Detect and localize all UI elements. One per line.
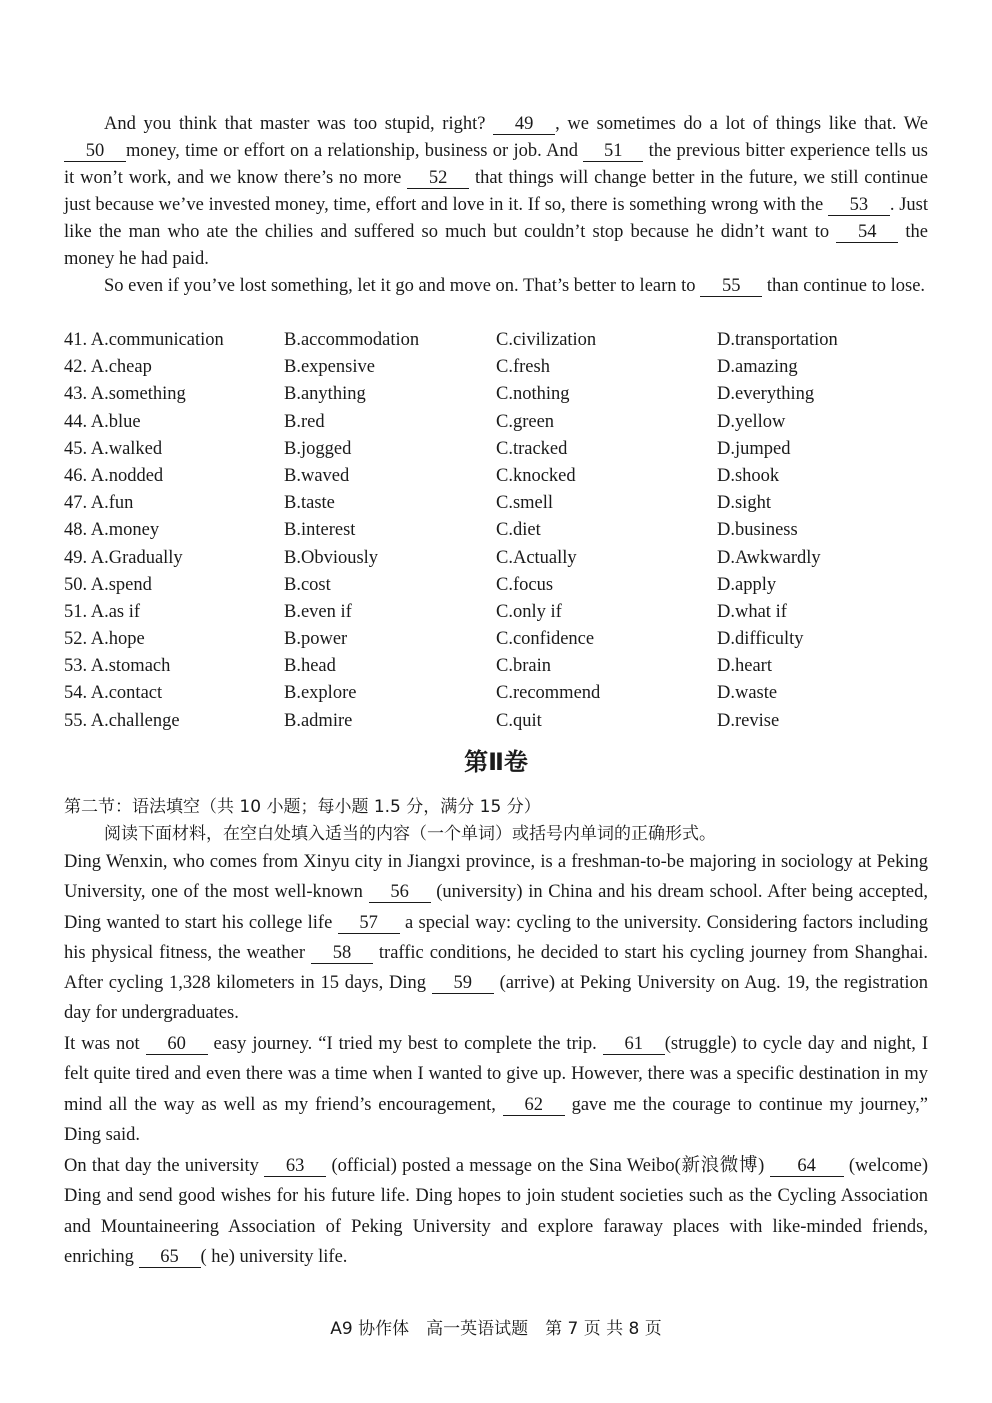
- option-c: C.brain: [496, 656, 551, 677]
- option-row: [64, 626, 928, 653]
- option-b: B.waved: [284, 465, 350, 486]
- option-c: C.smell: [496, 493, 554, 514]
- text: the money he had paid.: [64, 222, 928, 269]
- option-b: B.taste: [284, 493, 335, 514]
- text: that things will change better in the future, we still continue just because we’ve invested money, time, effort and love in it. If so, there is something wrong with the: [64, 168, 928, 215]
- option-a: 45. A.walked: [64, 438, 163, 459]
- text: And you think that master was too stupid, right?: [104, 114, 494, 134]
- option-a: 50. A.spend: [64, 574, 152, 595]
- option-a: 51. A.as if: [64, 601, 141, 622]
- part2-paragraph-3: [64, 1151, 928, 1272]
- option-c: C.diet: [496, 520, 541, 541]
- option-a: 42. A.cheap: [64, 357, 152, 378]
- option-a: 48. A.money: [64, 520, 160, 541]
- text: than continue to lose.: [762, 276, 926, 296]
- option-b: B.red: [284, 411, 325, 432]
- page-footer: A9 协作体 高一英语试题 第 7 页 共 8 页: [330, 1319, 662, 1339]
- blank-63: 63: [264, 1156, 326, 1177]
- option-c: C.green: [496, 411, 555, 432]
- option-row: [64, 680, 928, 707]
- option-d: D.difficulty: [717, 629, 804, 650]
- option-b: B.cost: [284, 574, 331, 595]
- option-c: C.quit: [496, 710, 542, 731]
- text: , we sometimes do a lot of things like that. We: [555, 114, 928, 134]
- option-row: [64, 409, 928, 436]
- option-b: B.power: [284, 629, 348, 650]
- option-d: D.jumped: [717, 438, 791, 459]
- option-b: B.expensive: [284, 357, 375, 378]
- option-row: [64, 599, 928, 626]
- option-row: [64, 490, 928, 517]
- option-c: C.knocked: [496, 465, 576, 486]
- option-c: C.tracked: [496, 438, 568, 459]
- text: . Just like the man who ate the chilies and suffered so much but couldn’t stop because he didn’t want to: [64, 195, 928, 242]
- option-d: D.sight: [717, 493, 771, 514]
- option-c: C.only if: [496, 601, 562, 622]
- options-table: [64, 327, 928, 735]
- option-c: C.fresh: [496, 357, 550, 378]
- text: (welcome) Ding and send good wishes for his future life. Ding hopes to join student societies such as the Cycling Association and Mountaineering Association of Peking University and explore faraway places with like-minded friends, enriching: [64, 1156, 928, 1267]
- option-b: B.even if: [284, 601, 352, 622]
- passage-paragraph-2: [64, 273, 928, 300]
- option-c: C.civilization: [496, 330, 597, 350]
- option-b: B.head: [284, 656, 336, 677]
- blank-54: 54: [836, 222, 898, 243]
- option-a: 55. A.challenge: [64, 710, 180, 731]
- option-row: [64, 708, 928, 735]
- blank-57: 57: [338, 913, 400, 934]
- blank-56: 56: [369, 882, 431, 903]
- option-a: 46. A.nodded: [64, 465, 164, 486]
- option-b: B.anything: [284, 384, 366, 405]
- text: ( he) university life.: [200, 1246, 348, 1267]
- option-c: C.focus: [496, 574, 554, 595]
- blank-50: 50: [64, 141, 126, 162]
- option-row: [64, 517, 928, 544]
- blank-60: 60: [146, 1034, 208, 1055]
- option-c: C.Actually: [496, 547, 577, 568]
- text: (arrive) at Peking University on Aug. 19, the registration day for undergraduates.: [64, 973, 928, 1024]
- blank-59: 59: [432, 973, 494, 994]
- text: Ding Wenxin, who comes from Xinyu city in Jiangxi province, is a freshman-to-be majoring in sociology at Peking University, one of the most well-known: [64, 852, 928, 903]
- blank-49: 49: [493, 114, 555, 135]
- text: the previous bitter experience tells us it won’t work, and we know there’s no more: [64, 141, 928, 188]
- blank-58: 58: [311, 943, 373, 964]
- blank-62: 62: [503, 1095, 565, 1116]
- blank-65: 65: [139, 1247, 201, 1268]
- part2-heading: 第二节：语法填空（共 10 小题；每小题 1.5 分，满分 15 分）: [64, 797, 541, 817]
- option-b: B.explore: [284, 683, 357, 704]
- section-title: 第Ⅱ卷: [464, 748, 528, 776]
- option-d: D.everything: [717, 384, 815, 405]
- option-c: C.nothing: [496, 384, 570, 405]
- option-d: D.amazing: [717, 357, 798, 378]
- part2-paragraph-2: [64, 1029, 928, 1150]
- option-d: D.business: [717, 520, 798, 541]
- option-d: D.Awkwardly: [717, 547, 821, 568]
- part2-paragraph-1: [64, 847, 928, 1029]
- option-d: D.apply: [717, 574, 777, 595]
- option-row: [64, 545, 928, 572]
- text: So even if you’ve lost something, let it go and move on. That’s better to learn to: [104, 276, 701, 296]
- option-a: 49. A.Gradually: [64, 547, 183, 568]
- text: (struggle) to cycle day and night, I felt quite tired and even there was a time when I wanted to give up. However, there was a specific destination in my mind all the way as well as my friend’s encouragement,: [64, 1034, 928, 1115]
- option-c: C.confidence: [496, 629, 595, 650]
- option-row: [64, 327, 928, 354]
- text: easy journey. “I tried my best to complete the trip.: [207, 1034, 603, 1054]
- text: On that day the university: [64, 1156, 265, 1176]
- option-a: 53. A.stomach: [64, 656, 171, 677]
- option-d: D.waste: [717, 683, 778, 704]
- option-d: D.heart: [717, 656, 772, 677]
- option-row: [64, 463, 928, 490]
- text: money, time or effort on a relationship, business or job. And: [126, 141, 584, 161]
- text: (university) in China and his dream school. After being accepted, Ding wanted to start his college life: [64, 882, 928, 933]
- blank-51: 51: [583, 141, 643, 162]
- option-d: D.revise: [717, 710, 780, 731]
- blank-61: 61: [603, 1034, 665, 1055]
- option-a: 44. A.blue: [64, 411, 141, 432]
- option-a: 47. A.fun: [64, 493, 134, 514]
- blank-55: 55: [700, 276, 762, 297]
- option-a: 43. A.something: [64, 384, 186, 405]
- option-d: D.shook: [717, 465, 780, 486]
- option-b: B.admire: [284, 710, 353, 731]
- text: traffic conditions, he decided to start his cycling journey from Shanghai. After cycling 1,328 kilometers in 15 days, Ding: [64, 942, 929, 994]
- option-d: D.yellow: [717, 411, 786, 432]
- option-row: [64, 653, 928, 680]
- option-b: B.interest: [284, 520, 356, 541]
- text: a special way: cycling to the university. Considering factors including his physical fitness, the weather: [64, 912, 928, 963]
- option-a: 52. A.hope: [64, 629, 145, 650]
- option-b: B.Obviously: [284, 547, 379, 568]
- passage-paragraph-1: [64, 111, 928, 273]
- option-d: D.transportation: [717, 330, 838, 350]
- blank-64: 64: [770, 1156, 844, 1177]
- option-row: [64, 381, 928, 408]
- option-a: 54. A.contact: [64, 683, 163, 704]
- option-b: B.accommodation: [284, 330, 420, 350]
- text: It was not: [64, 1034, 146, 1054]
- option-b: B.jogged: [284, 438, 352, 459]
- blank-52: 52: [407, 168, 469, 189]
- text: gave me the courage to continue my journey,” Ding said.: [64, 1094, 928, 1145]
- option-d: D.what if: [717, 601, 787, 622]
- option-row: [64, 436, 928, 463]
- option-row: [64, 572, 928, 599]
- part2-instruction: 阅读下面材料，在空白处填入适当的内容（一个单词）或括号内单词的正确形式。: [104, 824, 716, 844]
- blank-53: 53: [828, 195, 890, 216]
- option-a: 41. A.communication: [64, 330, 224, 350]
- option-row: [64, 354, 928, 381]
- text: (official) posted a message on the Sina Weibo(新浪微博): [326, 1156, 770, 1176]
- option-c: C.recommend: [496, 683, 601, 704]
